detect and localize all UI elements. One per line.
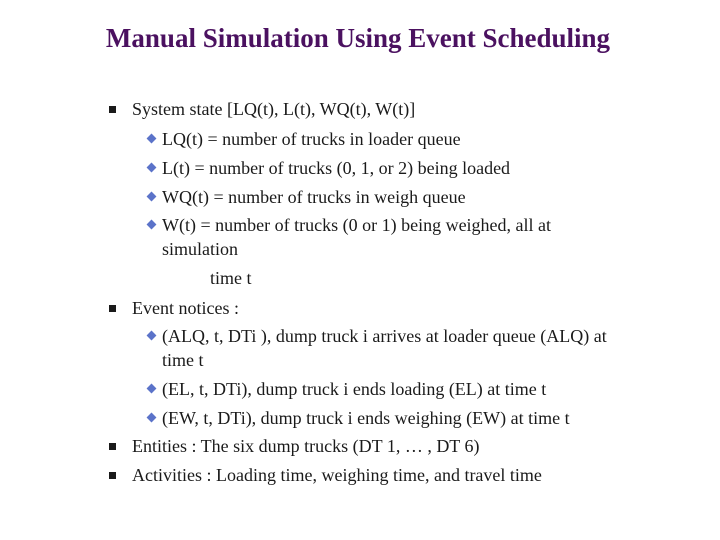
- diamond-bullet-icon: [147, 384, 157, 394]
- square-bullet-icon: [109, 106, 116, 113]
- diamond-bullet-icon: [147, 413, 157, 423]
- square-bullet-icon: [109, 305, 116, 312]
- diamond-bullet-icon: [147, 220, 157, 230]
- diamond-bullet-icon: [147, 163, 157, 173]
- sub-bullet-lq: LQ(t) = number of trucks in loader queue: [162, 129, 461, 149]
- sub-bullet-wq: WQ(t) = number of trucks in weigh queue: [162, 187, 466, 207]
- sub-bullet-l: L(t) = number of trucks (0, 1, or 2) being loaded: [162, 158, 511, 178]
- sub-bullet-w-cont-2: time t: [210, 268, 252, 288]
- bullet-activities: Activities : Loading time, weighing time, and travel time: [132, 465, 542, 485]
- diamond-bullet-icon: [147, 134, 157, 144]
- diamond-bullet-icon: [147, 331, 157, 341]
- sub-bullet-alq: (ALQ, t, DTi ), dump truck i arrives at loader queue (ALQ) at: [162, 326, 607, 346]
- square-bullet-icon: [109, 443, 116, 450]
- sub-bullet-alq-cont: time t: [162, 350, 204, 370]
- bullet-system-state: System state [LQ(t), L(t), WQ(t), W(t)]: [132, 99, 416, 119]
- diamond-bullet-icon: [147, 192, 157, 202]
- sub-bullet-el: (EL, t, DTi), dump truck i ends loading (EL) at time t: [162, 379, 547, 399]
- sub-bullet-ew: (EW, t, DTi), dump truck i ends weighing (EW) at time t: [162, 408, 570, 428]
- square-bullet-icon: [109, 472, 116, 479]
- sub-bullet-w: W(t) = number of trucks (0 or 1) being weighed, all at: [162, 215, 552, 235]
- bullet-event-notices: Event notices :: [132, 298, 239, 318]
- sub-bullet-w-cont: simulation: [162, 239, 238, 259]
- slide-title: Manual Simulation Using Event Scheduling: [105, 23, 611, 53]
- bullet-entities: Entities : The six dump trucks (DT 1, … , DT 6): [132, 436, 480, 456]
